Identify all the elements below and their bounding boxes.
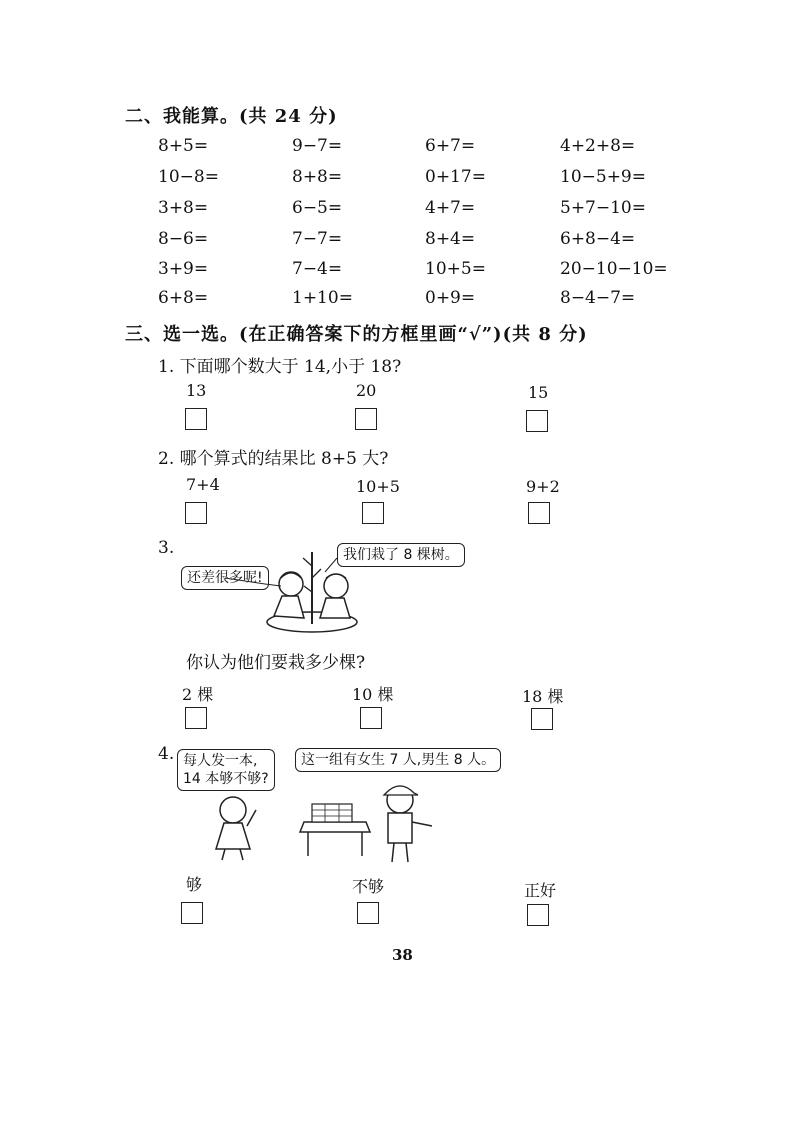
equation: 6+7= <box>425 136 476 156</box>
equation: 3+9= <box>158 259 209 279</box>
q3-option-a: 2 棵 <box>182 685 214 704</box>
bubble-line: 14 本够不够? <box>183 771 269 787</box>
equation: 0+17= <box>425 167 486 187</box>
question-3-number: 3. <box>158 538 175 558</box>
speech-bubble-left: 还差很多呢! <box>181 566 269 590</box>
equation: 8+5= <box>158 136 209 156</box>
q2-option-b: 10+5 <box>356 477 400 496</box>
equation: 7−4= <box>292 259 343 279</box>
q4-checkbox-a[interactable] <box>181 902 203 924</box>
speech-bubble-right: 我们栽了 8 棵树。 <box>337 543 465 567</box>
equation: 4+7= <box>425 198 476 218</box>
equation: 8−6= <box>158 229 209 249</box>
section3-title: 三、选一选。(在正确答案下的方框里画“√”)(共 8 分) <box>125 324 588 345</box>
equation: 0+9= <box>425 288 476 308</box>
equation: 6−5= <box>292 198 343 218</box>
question-3-text: 你认为他们要栽多少棵? <box>186 653 366 673</box>
equation: 9−7= <box>292 136 343 156</box>
question-4-number: 4. <box>158 744 175 764</box>
q1-option-a: 13 <box>186 381 207 400</box>
question-2: 2. 哪个算式的结果比 8+5 大? <box>158 449 389 469</box>
question-1: 1. 下面哪个数大于 14,小于 18? <box>158 357 402 377</box>
equation: 6+8= <box>158 288 209 308</box>
equation: 3+8= <box>158 198 209 218</box>
equation: 4+2+8= <box>560 136 636 156</box>
equation: 8+8= <box>292 167 343 187</box>
q4-checkbox-c[interactable] <box>527 904 549 926</box>
q4-option-a: 够 <box>186 875 203 894</box>
q2-option-a: 7+4 <box>186 475 220 494</box>
page-number: 38 <box>392 946 413 964</box>
equation: 6+8−4= <box>560 229 636 249</box>
equation: 10+5= <box>425 259 486 279</box>
equation: 20−10−10= <box>560 259 668 279</box>
equation: 10−8= <box>158 167 219 187</box>
equation: 7−7= <box>292 229 343 249</box>
equation: 5+7−10= <box>560 198 646 218</box>
speech-bubble-right: 这一组有女生 7 人,男生 8 人。 <box>295 748 501 772</box>
q4-option-b: 不够 <box>352 877 385 896</box>
q3-option-c: 18 棵 <box>522 687 564 706</box>
q2-option-c: 9+2 <box>526 477 560 496</box>
section2-title: 二、我能算。(共 24 分) <box>125 106 338 127</box>
equation: 8+4= <box>425 229 476 249</box>
bubble-line: 每人发一本, <box>183 753 258 769</box>
q3-option-b: 10 棵 <box>352 685 394 704</box>
equation: 1+10= <box>292 288 353 308</box>
equation: 10−5+9= <box>560 167 646 187</box>
equation: 8−4−7= <box>560 288 636 308</box>
q4-option-c: 正好 <box>524 881 557 900</box>
q4-checkbox-b[interactable] <box>357 902 379 924</box>
q1-option-b: 20 <box>356 381 377 400</box>
q1-option-c: 15 <box>528 383 549 402</box>
